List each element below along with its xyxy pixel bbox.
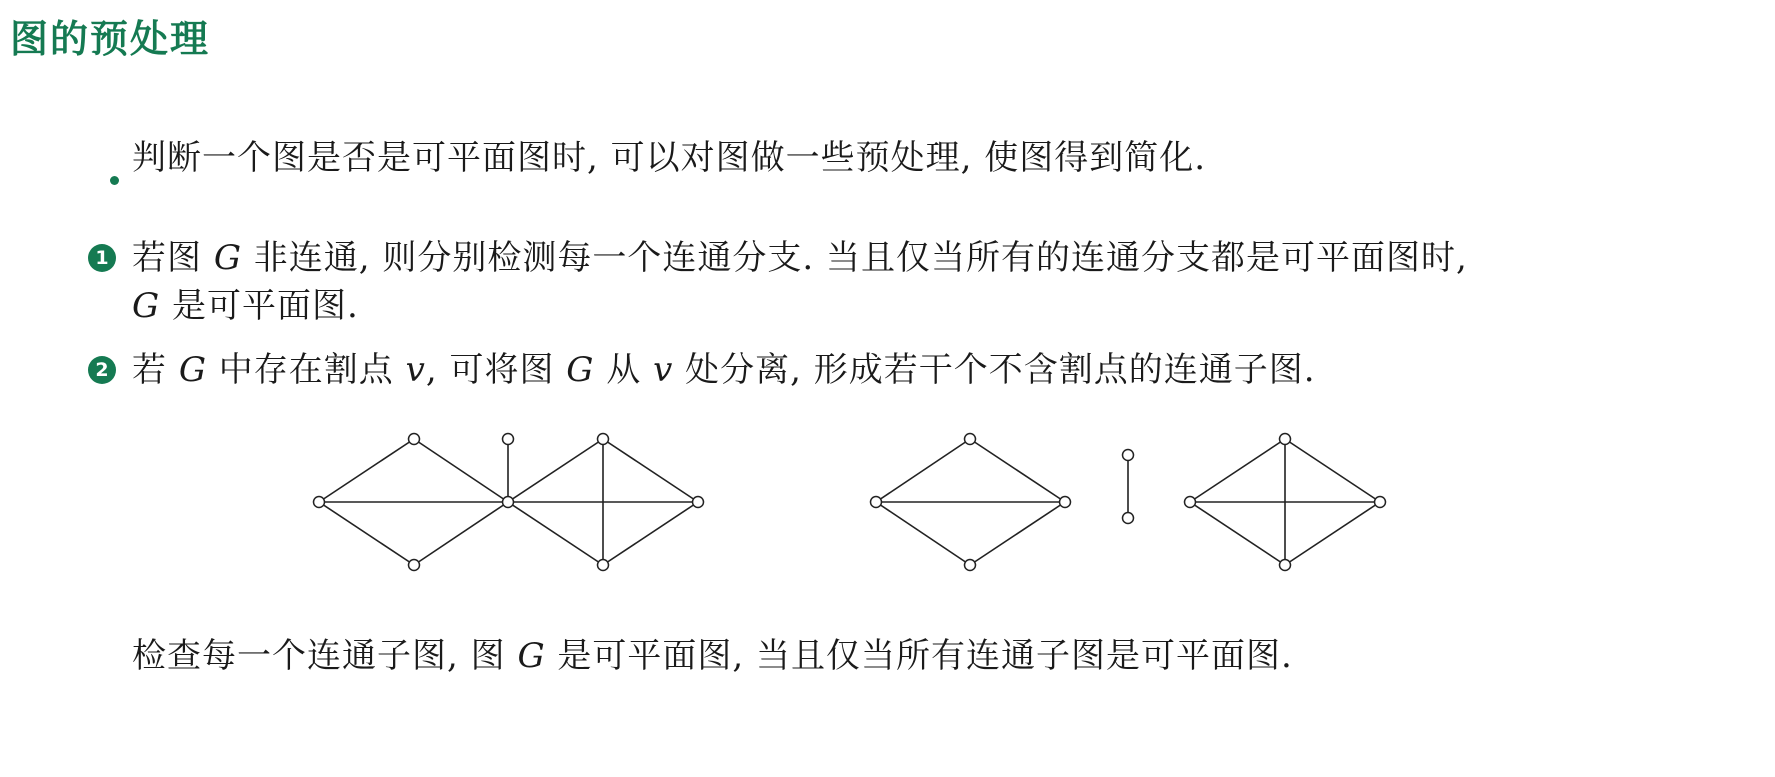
graph-edge: [1285, 439, 1380, 502]
conclusion-text-a: 检查每一个连通子图, 图: [132, 636, 518, 676]
step-2-text-d: 从: [594, 350, 654, 390]
graph-edge: [414, 502, 508, 565]
step-1-badge: 1: [88, 244, 116, 272]
step-2-text-a: 若: [132, 350, 179, 390]
graph-edge: [319, 439, 414, 502]
math-var-v: v: [405, 350, 426, 390]
conclusion-text-b: 是可平面图, 当且仅当所有连通子图是可平面图.: [545, 636, 1293, 676]
step-2-badge: 2: [88, 356, 116, 384]
graph-vertex: [598, 434, 609, 445]
graph-edge: [970, 439, 1065, 502]
graph-edge: [876, 502, 970, 565]
intro-text: 判断一个图是否是可平面图时, 可以对图做一些预处理, 使图得到简化.: [132, 138, 1207, 178]
step-1-text-a: 若图: [132, 238, 214, 278]
graph-vertex: [965, 434, 976, 445]
math-var-g: G: [132, 286, 161, 326]
graph-vertex: [1280, 434, 1291, 445]
graph-edge: [508, 439, 603, 502]
step-2-text-e: 处分离, 形成若干个不含割点的连通子图.: [673, 350, 1316, 390]
graph-vertex: [965, 560, 976, 571]
math-var-g: G: [213, 238, 242, 278]
component-1: [871, 434, 1071, 571]
graph-vertex: [1123, 513, 1134, 524]
graph-vertex: [693, 497, 704, 508]
graph-vertex: [598, 560, 609, 571]
graph-edge: [319, 502, 414, 565]
graph-edge: [414, 439, 508, 502]
graph-edge: [970, 502, 1065, 565]
graph-edge: [876, 439, 970, 502]
graph-edge: [1190, 439, 1285, 502]
step-2-text-b: 中存在割点: [206, 350, 406, 390]
component-3: [1185, 434, 1386, 571]
cut-vertex: [503, 497, 514, 508]
graph-vertex: [1123, 450, 1134, 461]
math-var-g: G: [566, 350, 595, 390]
slide-title: 图的预处理: [10, 17, 211, 61]
graph-vertex: [1280, 560, 1291, 571]
math-var-g: G: [178, 350, 207, 390]
component-2: [1123, 450, 1134, 524]
graph-vertex: [1185, 497, 1196, 508]
graph-vertex: [871, 497, 882, 508]
graph-vertex: [503, 434, 514, 445]
conclusion-text: [132, 634, 1293, 678]
step-2-text-c: , 可将图: [425, 350, 567, 390]
graph-edge: [603, 439, 698, 502]
graph-vertex: [409, 434, 420, 445]
original-graph: [314, 434, 704, 571]
graph-edge: [1190, 502, 1285, 565]
math-var-v: v: [653, 350, 674, 390]
graph-edge: [603, 502, 698, 565]
math-var-g: G: [517, 636, 546, 676]
graph-edge: [508, 502, 603, 565]
graph-vertex: [1060, 497, 1071, 508]
step-1-text-c: 是可平面图.: [160, 286, 359, 326]
graph-edge: [1285, 502, 1380, 565]
step-1-text-b: 非连通, 则分别检测每一个连通分支. 当且仅当所有的连通分支都是可平面图时,: [241, 238, 1468, 278]
graph-vertex: [1375, 497, 1386, 508]
graph-vertex: [314, 497, 325, 508]
graph-vertex: [409, 560, 420, 571]
